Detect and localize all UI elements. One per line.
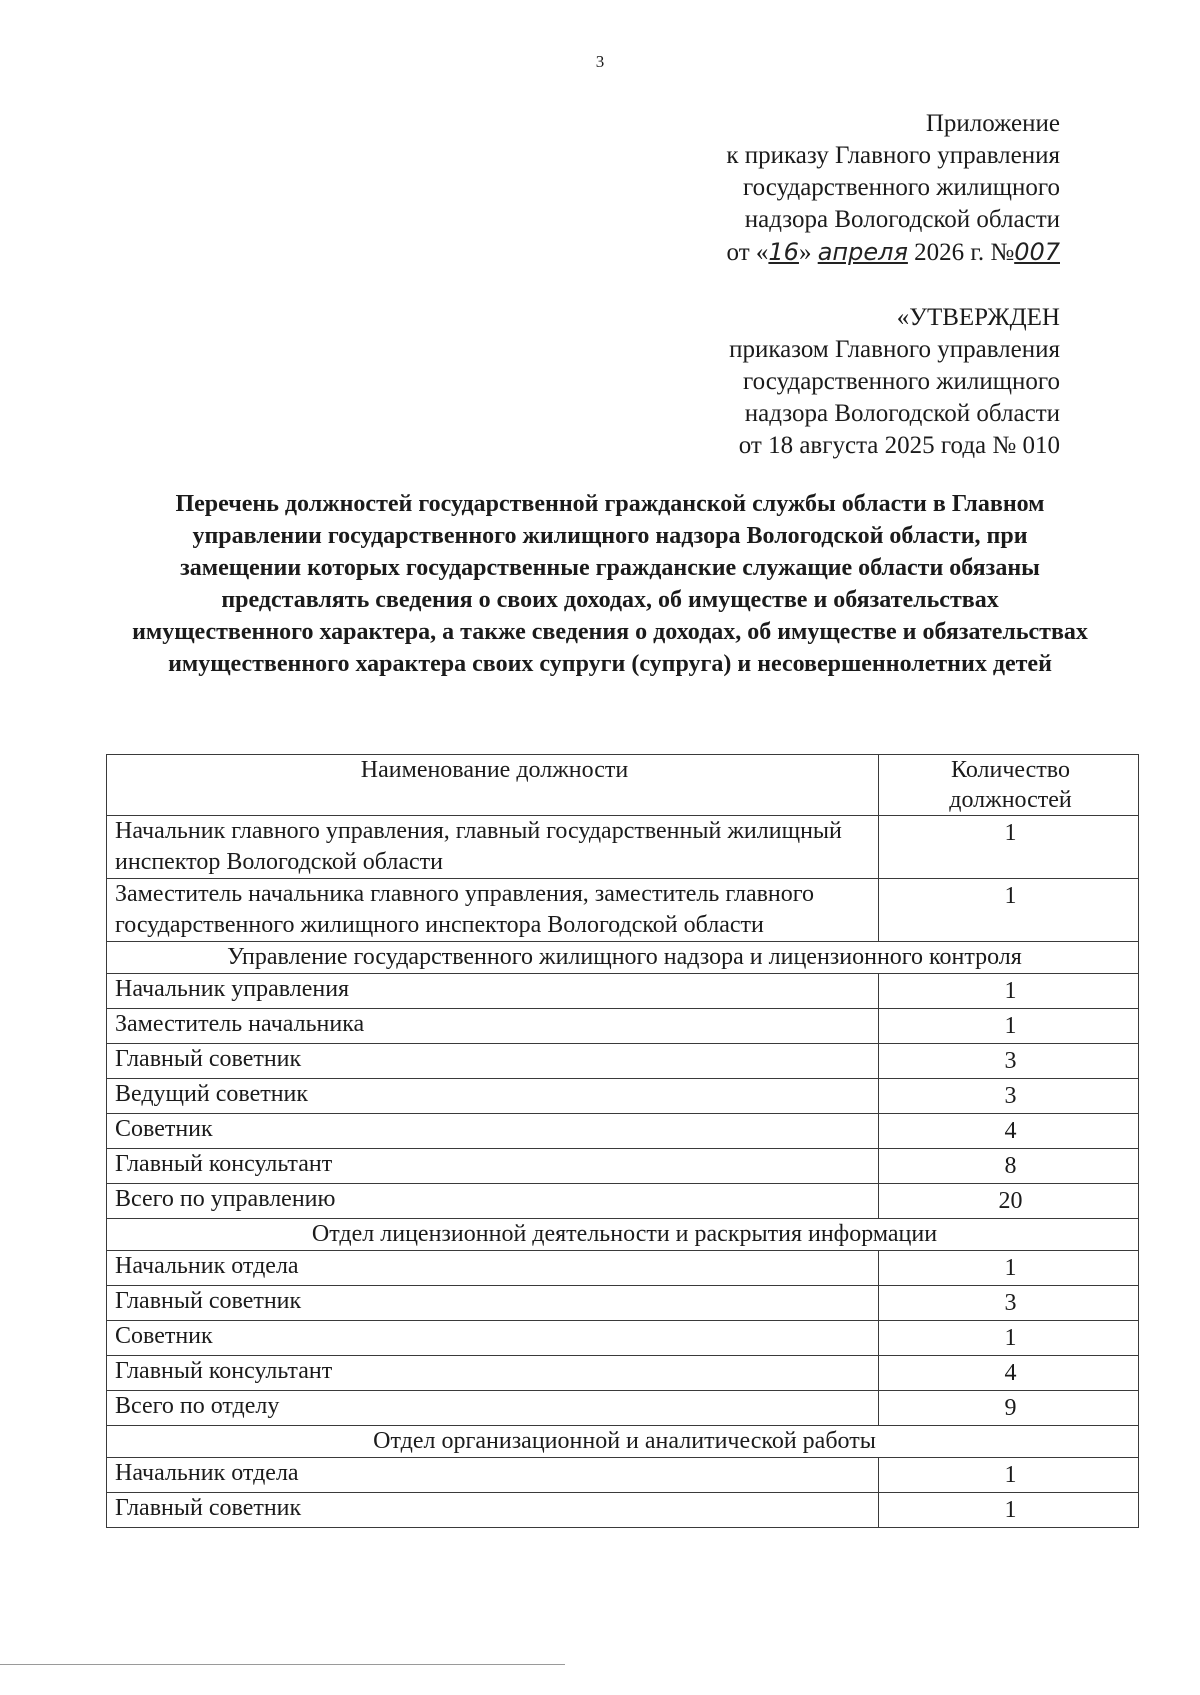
date-prefix: от «	[726, 239, 769, 266]
position-name: Главный советник	[107, 1493, 879, 1528]
table-row	[107, 879, 1139, 942]
approved-line-2: государственного жилищного	[743, 368, 1060, 395]
position-name: Главный консультант	[107, 1356, 879, 1391]
position-count: 3	[879, 1044, 1139, 1079]
position-name: Всего по управлению	[107, 1184, 879, 1219]
positions-table	[106, 754, 1139, 1528]
position-name: Начальник отдела	[107, 1251, 879, 1286]
table-header-row	[107, 755, 1139, 816]
appendix-line-3: надзора Вологодской области	[744, 206, 1060, 233]
table-row	[107, 1079, 1139, 1114]
appendix-date-line	[640, 236, 1060, 269]
position-name: Начальник главного управления, главный государственный жилищный инспектор Вологодской области	[107, 816, 879, 879]
appendix-block	[640, 108, 1060, 269]
position-count: 9	[879, 1391, 1139, 1426]
table-row	[107, 1356, 1139, 1391]
position-count: 8	[879, 1149, 1139, 1184]
scan-edge-line	[0, 1664, 565, 1665]
table-row	[107, 816, 1139, 879]
document-title: Перечень должностей государственной гражданской службы области в Главном управлении государственного жилищного надзора Вологодской области, при замещении которых государственные гражданские служащие области обязаны представлять сведения о своих доходах, об имуществе и обязательствах имущественного характера, а также сведения о доходах, об имуществе и обязательствах имущественного характера своих супруги (супруга) и несовершеннолетних детей	[132, 491, 1088, 677]
total-row	[107, 1391, 1139, 1426]
section-title: Управление государственного жилищного надзора и лицензионного контроля	[107, 942, 1139, 974]
table-row	[107, 1493, 1139, 1528]
position-name: Советник	[107, 1321, 879, 1356]
position-name: Главный советник	[107, 1286, 879, 1321]
header-position-count: Количество должностей	[879, 755, 1139, 816]
position-name: Главный консультант	[107, 1149, 879, 1184]
position-count: 1	[879, 1251, 1139, 1286]
handwritten-day: 16	[768, 238, 799, 266]
position-count: 1	[879, 1321, 1139, 1356]
appendix-line-2: государственного жилищного	[743, 174, 1060, 201]
table-row	[107, 1458, 1139, 1493]
section-title: Отдел лицензионной деятельности и раскрытия информации	[107, 1219, 1139, 1251]
position-count: 1	[879, 879, 1139, 942]
header-position-name: Наименование должности	[107, 755, 879, 816]
date-mid: »	[798, 239, 812, 266]
section-heading-row	[107, 1219, 1139, 1251]
position-count: 1	[879, 1493, 1139, 1528]
table-row	[107, 1251, 1139, 1286]
table-row	[107, 1009, 1139, 1044]
table-row	[107, 1044, 1139, 1079]
position-name: Главный советник	[107, 1044, 879, 1079]
position-name: Начальник управления	[107, 974, 879, 1009]
total-row	[107, 1184, 1139, 1219]
section-heading-row	[107, 1426, 1139, 1458]
position-count: 1	[879, 974, 1139, 1009]
position-name: Заместитель начальника	[107, 1009, 879, 1044]
approved-line-1: приказом Главного управления	[729, 336, 1060, 363]
position-name: Начальник отдела	[107, 1458, 879, 1493]
section-title: Отдел организационной и аналитической работы	[107, 1426, 1139, 1458]
position-count: 20	[879, 1184, 1139, 1219]
position-name: Всего по отделу	[107, 1391, 879, 1426]
table-row	[107, 974, 1139, 1009]
position-name: Заместитель начальника главного управления, заместитель главного государственного жилищного инспектора Вологодской области	[107, 879, 879, 942]
handwritten-order-number: 007	[1014, 238, 1060, 266]
position-count: 3	[879, 1079, 1139, 1114]
position-count: 4	[879, 1356, 1139, 1391]
approved-line-4: от 18 августа 2025 года № 010	[738, 432, 1060, 459]
position-count: 4	[879, 1114, 1139, 1149]
position-count: 3	[879, 1286, 1139, 1321]
handwritten-month: апреля	[817, 238, 908, 266]
table-row	[107, 1149, 1139, 1184]
position-count: 1	[879, 1458, 1139, 1493]
position-count: 1	[879, 1009, 1139, 1044]
appendix-title: Приложение	[925, 110, 1060, 137]
approved-block	[640, 302, 1060, 462]
table-row	[107, 1286, 1139, 1321]
table-row	[107, 1114, 1139, 1149]
appendix-line-1: к приказу Главного управления	[726, 142, 1060, 169]
section-heading-row	[107, 942, 1139, 974]
position-count: 1	[879, 816, 1139, 879]
position-name: Ведущий советник	[107, 1079, 879, 1114]
approved-title: «УТВЕРЖДЕН	[896, 304, 1060, 331]
position-name: Советник	[107, 1114, 879, 1149]
date-year: 2026 г. №	[914, 239, 1015, 266]
page-number: 3	[595, 52, 605, 71]
approved-line-3: надзора Вологодской области	[744, 400, 1060, 427]
table-row	[107, 1321, 1139, 1356]
